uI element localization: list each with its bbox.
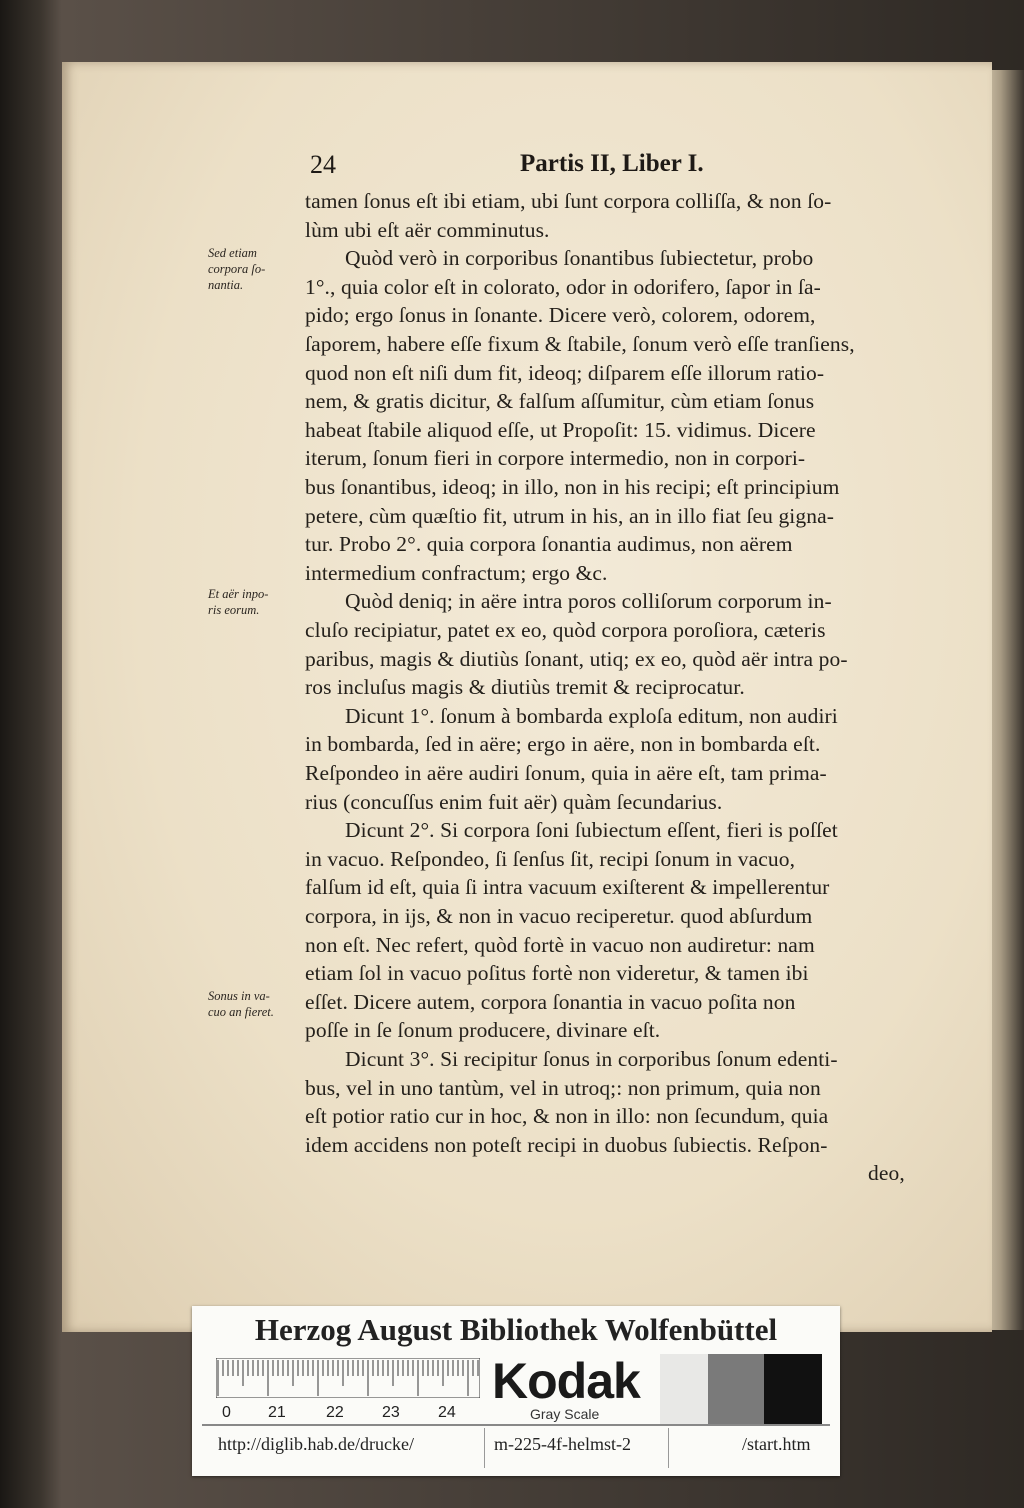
text-line: bus, vel in uno tantùm, vel in utroq;: non primum, quia non [305,1075,821,1100]
text-line: Quòd verò in corporibus ſonantibus ſubiectetur, probo [345,246,814,271]
text-line: paribus, magis & diutiùs ſonant, utiq; ex eo, quòd aër intra po- [305,646,848,671]
divider [484,1428,485,1468]
margin-note-line: ris eorum. [208,603,260,617]
text-line: iterum, ſonum fieri in corpore intermedio, non in corpori- [305,446,806,471]
url-text: http://diglib.hab.de/drucke/ [218,1434,414,1454]
text-line: lùm ubi eſt aër comminutus. [305,217,550,242]
text-line: ros incluſus magis & diutiùs tremit & reciprocatur. [305,675,745,700]
gray-swatch-dark [764,1354,822,1424]
text-line: falſum id eſt, quia ſi intra vacuum exiſterent & impellerentur [305,875,830,900]
gray-scale-label: Gray Scale [530,1406,600,1422]
ruler-number: 0 [222,1404,231,1421]
text-line: poſſe in ſe ſonum producere, divinare eſt. [305,1018,661,1043]
text-line: eſt potior ratio cur in hoc, & non in illo: non ſecundum, quia [305,1104,829,1129]
margin-note-line: cuo an fieret. [208,1005,274,1019]
ruler-number: 22 [326,1404,344,1421]
text-line: quod non eſt niſi dum fit, ideoq; diſparem eſſe illorum ratio- [305,360,825,385]
text-line: pido; ergo ſonus in ſonante. Dicere verò, colorem, odorem, [305,303,816,328]
text-line: idem accidens non poteſt recipi in duobus ſubiectis. Reſpon- [305,1132,828,1157]
text-line: etiam ſol in vacuo poſitus fortè non videretur, & tamen ibi [305,961,809,986]
margin-note-line: Sonus in va- [208,989,270,1003]
text-line: deo, [868,1161,905,1186]
text-line: Dicunt 2°. Si corpora ſoni ſubiectum eſſent, fieri is poſſet [345,818,838,843]
margin-note-line: corpora ſo- [208,262,266,276]
shelfmark-text: m-225-4f-helmst-2 [494,1434,631,1454]
margin-note-line: Sed etiam [208,246,257,260]
text-line: eſſet. Dicere autem, corpora ſonantia in vacuo poſita non [305,989,796,1014]
text-line: Dicunt 3°. Si recipitur ſonus in corporibus ſonum edenti- [345,1047,838,1071]
ruler-number: 24 [438,1404,456,1421]
ruler-number: 23 [382,1404,400,1421]
text-line: in bombarda, ſed in aëre; ergo in aëre, non in bombarda eſt. [305,732,821,757]
text-line: habeat ſtabile aliquod eſſe, ut Propoſit: 15. vidimus. Dicere [305,417,816,442]
text-line: tur. Probo 2°. quia corpora ſonantia audimus, non aërem [305,532,793,557]
margin-note-line: Et aër inpo- [208,587,269,601]
text-line: intermedium confractum; ergo &c. [305,560,608,585]
kodak-logo: Kodak [492,1353,640,1409]
page-header [310,150,950,190]
text-line: non eſt. Nec refert, quòd fortè in vacuo non audiretur: nam [305,932,815,957]
text-line: Quòd deniq; in aëre intra poros colliſorum corporum in- [345,589,832,614]
text-line: Reſpondeo in aëre audiri ſonum, quia in aëre eſt, tam prima- [305,761,827,785]
divider [668,1428,669,1468]
text-line: cluſo recipiatur, patet ex eo, quòd corpora poroſiora, cæteris [305,618,826,642]
gray-swatch-mid [708,1354,764,1424]
margin-note-line: nantia. [208,278,244,292]
text-line: ſaporem, habere eſſe fixum & ſtabile, ſonum verò eſſe tranſiens, [305,332,855,356]
text-line: in vacuo. Reſpondeo, ſi ſenſus ſit, recipi ſonum in vacuo, [305,846,796,871]
running-head: Partis II, Liber I. [520,150,704,177]
text-line: bus ſonantibus, ideoq; in illo, non in his recipi; eſt principium [305,475,840,499]
ruler-number: 21 [268,1404,286,1421]
divider [202,1424,830,1426]
text-line: tamen ſonus eſt ibi etiam, ubi ſunt corpora colliſſa, & non ſo- [305,189,832,213]
text-line: nem, & gratis dicitur, & falſum aſſumitur, cùm etiam ſonus [305,389,815,414]
text-line: rius (concuſſus enim fuit aër) quàm ſecundarius. [305,789,723,814]
text-line: corpora, in ijs, & non in vacuo reciperetur. quod abſurdum [305,904,813,928]
ruler-scale [216,1358,480,1398]
page-number: 24 [310,150,336,179]
color-target-card [192,1306,840,1476]
library-name: Herzog August Bibliothek Wolfenbüttel [254,1312,778,1347]
text-line: 1°., quia color eſt in colorato, odor in odorifero, ſapor in ſa- [305,274,821,299]
start-link-text: /start.htm [742,1434,811,1454]
text-line: Dicunt 1°. ſonum à bombarda exploſa editum, non audiri [345,703,838,728]
text-line: petere, cùm quæſtio fit, utrum in his, an in illo fiat ſeu gigna- [305,503,834,528]
gray-swatch-light [660,1354,708,1424]
